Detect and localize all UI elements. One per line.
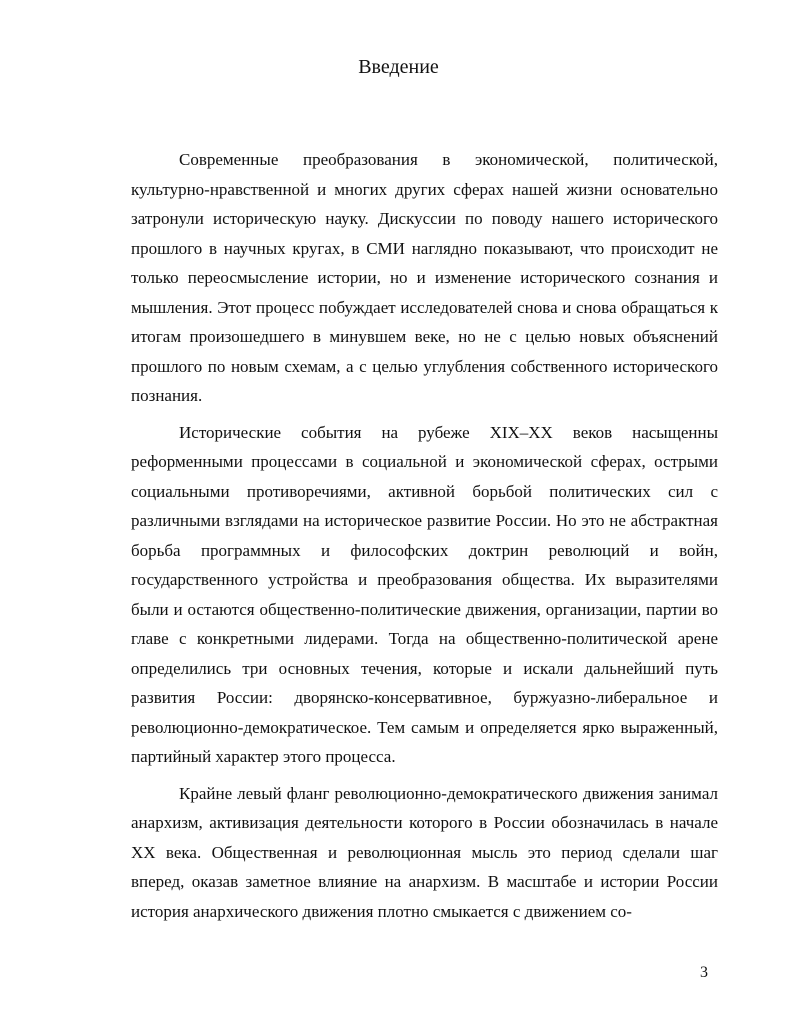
paragraph-3: Крайне левый фланг революционно-демократического движения занимал анархизм, активизация деятельности которого в России обозначилась в начале XX века. Общественная и революционная мысль это период сделали шаг вперед, оказав заметное влияние на анархизм. В масштабе и истории России история анархического движения плотно смыкается с движением со- [131,783,718,921]
body-text [131,145,718,933]
paragraph-2: Исторические события на рубеже XIX–XX веков насыщенны реформенными процессами в социальной и экономической сферах, острыми социальными противоречиями, активной борьбой политических сил с различными взглядами на историческое развитие России. Но это не абстрактная борьба программных и философских доктрин революций и войн, государственного устройства и преобразования общества. Их выразителями были и остаются общественно-политические движения, организации, партии во главе с конкретными лидерами. Тогда на общественно-политической арене определились три основных течения, которые и искали дальнейший путь развития России: дворянско-консервативное, буржуазно-либеральное и революционно-демократическое. Тем самым и определяется ярко выраженный, партийный характер этого процесса. [131,422,718,766]
paragraph-1: Современные преобразования в экономической, политической, культурно-нравственной и многих других сферах нашей жизни основательно затронули историческую науку. Дискуссии по поводу нашего исторического прошлого в научных кругах, в СМИ наглядно показывают, что происходит не только переосмысление истории, но и изменение исторического сознания и мышления. Этот процесс побуждает исследователей снова и снова обращаться к итогам произошедшего в минувшем веке, но не с целью новых объяснений прошлого по новым схемам, а с целью углубления собственного исторического познания. [131,150,718,405]
page-title: Введение [358,56,439,78]
page-number: 3 [700,964,708,981]
